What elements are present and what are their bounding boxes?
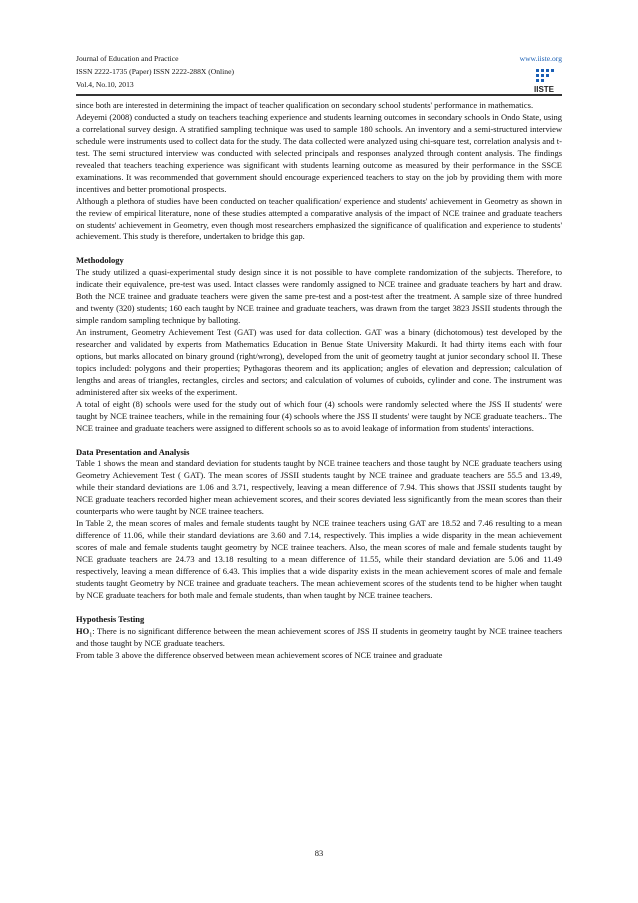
journal-header [76, 52, 562, 94]
journal-title: Journal of Education and Practice [76, 54, 179, 63]
hypothesis-statement [76, 626, 562, 650]
body-paragraph: Although a plethora of studies have been conducted on teacher qualification/ experience and students' achievement in Geometry as shown in the review of empirical literature, none of these studies attempted a comparative analysis of the impact of NCE trainee and graduate teachers on students' achievement in Geometry, even though most researchers emphasized the significance of qualification and experience to students' achievement. This study is therefore, undertaken to bridge this gap. [76, 195, 562, 242]
body-paragraph: since both are interested in determining the impact of teacher qualification on secondary school students' performance in mathematics. [76, 100, 534, 110]
section-heading-hypothesis: Hypothesis Testing [76, 613, 145, 624]
page-number: 83 [314, 848, 324, 858]
journal-url-link[interactable]: www.iiste.org [519, 54, 562, 63]
body-paragraph: An instrument, Geometry Achievement Test (GAT) was used for data collection. GAT was a binary (dichotomous) test developed by the researcher and validated by experts from Mathematics Education in Benue State University Makurdi. It had thirty items each with four options, but marks allocated on binary ground (right/wrong), developed from the unit of geometry taught at junior secondary school II. These topics included: polygons and their properties; Pythagoras theorem and its application; angles of elevation and depression; calculation of lengths and areas of triangles, rectangles, circles and sectors; and calculation of volumes of cuboids, cylinder and cone. The instrument was administered after six weeks of the experiment. [76, 327, 562, 397]
journal-volume: Vol.4, No.10, 2013 [76, 80, 134, 89]
svg-text:IISTE: IISTE [534, 85, 555, 94]
header-rule [76, 94, 562, 96]
body-paragraph: A total of eight (8) schools were used for the study out of which four (4) schools were randomly selected where the JSS II students' were taught by NCE trainee teachers, while in the remaining four (4) schools where the JSS II students' were taught by NCE graduate teachers.. The NCE trainee and graduate teachers were assigned to different schools so as to avoid leakage of information from students' interactions. [76, 398, 562, 433]
body-paragraph: In Table 2, the mean scores of males and female students taught by NCE trainee teachers using GAT are 18.52 and 7.46 resulting to a mean difference of 11.06, while their standard deviations are 3.60 and 7.14, respectively. This implies a wide disparity in the mean achievement scores of male and female students taught geometry by NCE trainee teachers. Also, the mean scores of male and female students taught by NCE graduate teachers are 24.73 and 13.18 resulting to a mean difference of 11.55, while their standard deviation are 5.06 and 11.49 respectively, leaving a mean difference of 6.43. This implies that a wide disparity exists in the mean achievement scores of male and female students taught Geometry by NCE trainee and graduate teachers. The mean achievement scores of the students tend to be higher when taught by NCE graduate teachers for both male and female students, than when taught by NCE trainee teachers. [76, 518, 562, 600]
hypothesis-text: : There is no significant difference between the mean achievement scores of JSS II students in geometry taught by NCE trainee teachers and those taught by NCE graduate teachers. [76, 625, 562, 648]
body-paragraph: Adeyemi (2008) conducted a study on teachers teaching experience and students learning outcomes in secondary schools in Ondo State, using a correlational survey design. A stratified sampling technique was used to sample 180 schools. An inventory and a semi-structured interview schedule were instruments used to collect data for the study. The data collected were analyzed using chi-square test, correlation analysis and t-test. The semi structured interview was conducted with selected principals and responses analyzed through content analysis. The findings revealed that teachers teaching experience was significant with students learning outcome as measured by their performance in the SSCE examinations. It was recommended that government should encourage experienced teachers to stay on the job by providing them with more incentives and better promotional prospects. [76, 111, 562, 194]
hypothesis-label: HO [76, 625, 90, 636]
body-paragraph: Table 1 shows the mean and standard deviation for students taught by NCE trainee teachers and those taught by NCE graduate teachers using Geometry Achievement Test ( GAT). The mean scores of JSSII students taught by NCE trainee and graduate teachers are 55.5 and 13.49, while their standard deviations are 1.06 and 3.71, respectively, leaving a mean difference of 7.94. This shows that JSSII students taught by NCE graduate teachers recorded higher mean achievement scores, and their scores deviated less significantly from the mean scores than their counterparts who were taught by NCE trainee teachers. [76, 458, 562, 517]
journal-issn: ISSN 2222-1735 (Paper) ISSN 2222-288X (Online) [76, 67, 234, 76]
iiste-logo [532, 68, 562, 94]
hypothesis-label-subscript: 1 [89, 632, 93, 639]
section-heading-methodology: Methodology [76, 255, 124, 266]
body-paragraph: From table 3 above the difference observed between mean achievement scores of NCE trainee and graduate [76, 649, 443, 660]
body-paragraph: The study utilized a quasi-experimental study design since it is not possible to have complete randomization of the subjects. Therefore, to indicate their equivalence, pre-test was used. Intact classes were randomly assigned to NCE trainee and graduate teachers by hart and draw. Both the NCE trainee and graduate teachers were given the same pre-test and a post-test after the treatment. A sample size of three hundred and twenty (320) students; 160 each taught by NCE trainee and graduate teachers, was drawn from the target 3823 JSSII students through the simple random sampling technique by balloting. [76, 267, 562, 326]
section-heading-data-presentation: Data Presentation and Analysis [76, 446, 190, 457]
article-body [76, 100, 562, 662]
